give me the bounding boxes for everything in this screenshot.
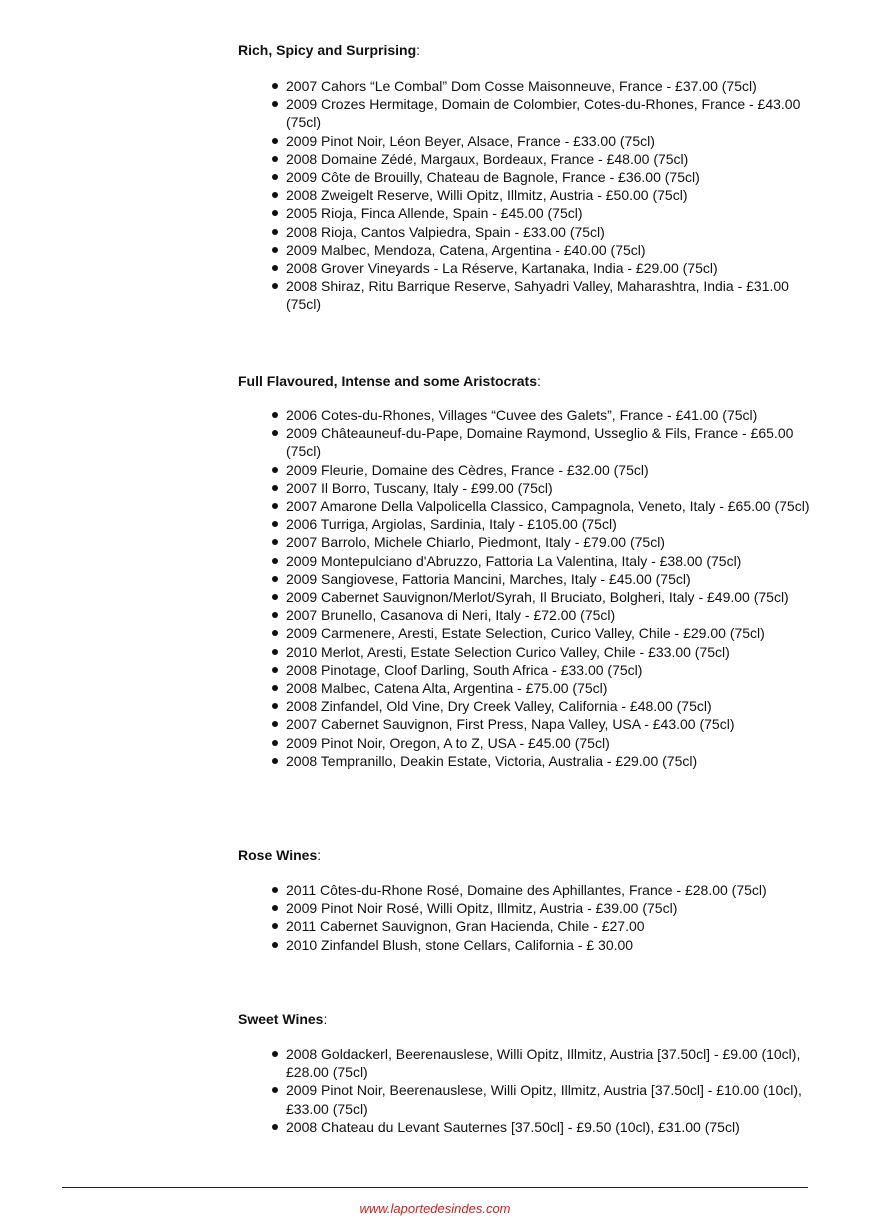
section-heading-rose-wines: Rose Wines:: [238, 847, 322, 863]
bullet-icon: [272, 430, 278, 436]
wine-entry-text: 2008 Rioja, Cantos Valpiedra, Spain - £33.00 (75cl): [286, 223, 605, 240]
bullet-icon: [272, 576, 278, 582]
wine-entry-text: 2009 Malbec, Mendoza, Catena, Argentina - £40.00 (75cl): [286, 241, 646, 258]
wine-entry-text: 2006 Turriga, Argiolas, Sardinia, Italy - £105.00 (75cl): [286, 516, 617, 533]
wine-entry-text: 2007 Cahors “Le Combal” Dom Cosse Maisonneuve, France - £37.00 (75cl): [286, 78, 757, 94]
list-item: [270, 606, 810, 624]
wine-entry-text: 2009 Côte de Brouilly, Chateau de Bagnole, France - £36.00 (75cl): [286, 169, 700, 186]
bullet-icon: [272, 630, 278, 636]
wine-entry-text: 2010 Zinfandel Blush, stone Cellars, California - £ 30.00: [286, 936, 634, 953]
wine-list-sweet-wines: [270, 1045, 810, 1136]
bullet-icon: [272, 83, 278, 89]
bullet-icon: [272, 503, 278, 509]
list-item: [270, 588, 810, 606]
bullet-icon: [272, 558, 278, 564]
list-item: [270, 899, 810, 917]
bullet-icon: [272, 740, 278, 746]
wine-entry-text: 2009 Pinot Noir, Oregon, A to Z, USA - £45.00 (75cl): [286, 734, 610, 751]
wine-entry-text: 2009 Crozes Hermitage, Domain de Colombier, Cotes-du-Rhones, France - £43.00 (75cl): [286, 96, 801, 131]
bullet-icon: [272, 485, 278, 491]
list-item: [270, 150, 810, 168]
bullet-icon: [272, 1051, 278, 1057]
wine-entry-text: 2007 Brunello, Casanova di Neri, Italy - £72.00 (75cl): [286, 607, 616, 624]
list-item: [270, 570, 810, 588]
list-item: [270, 497, 810, 515]
wine-list-full-flavoured: [270, 406, 810, 770]
wine-entry-text: 2008 Pinotage, Cloof Darling, South Africa - £33.00 (75cl): [286, 661, 643, 678]
wine-entry-text: 2009 Montepulciano d'Abruzzo, Fattoria La Valentina, Italy - £38.00 (75cl): [286, 552, 742, 569]
list-item: [270, 223, 810, 241]
wine-entry-text: 2007 Barrolo, Michele Chiarlo, Piedmont, Italy - £79.00 (75cl): [286, 534, 665, 551]
list-item: [270, 917, 810, 935]
wine-entry-text: 2010 Merlot, Aresti, Estate Selection Curico Valley, Chile - £33.00 (75cl): [286, 643, 730, 660]
wine-entry-text: 2009 Pinot Noir Rosé, Willi Opitz, Illmitz, Austria - £39.00 (75cl): [286, 900, 678, 917]
wine-entry-text: 2008 Zinfandel, Old Vine, Dry Creek Valley, California - £48.00 (75cl): [286, 698, 712, 715]
wine-list-rich-spicy: [270, 77, 810, 314]
bullet-icon: [272, 138, 278, 144]
list-item: [270, 277, 810, 313]
list-item: [270, 168, 810, 186]
list-item: [270, 186, 810, 204]
wine-entry-text: 2008 Goldackerl, Beerenauslese, Willi Opitz, Illmitz, Austria [37.50cl] - £9.00 (10cl), £28.00 (75cl): [286, 1046, 801, 1081]
list-item: [270, 624, 810, 642]
footer-divider: [62, 1187, 808, 1188]
list-item: [270, 643, 810, 661]
section-title: Sweet Wines: [238, 1011, 324, 1027]
bullet-icon: [272, 667, 278, 673]
list-item: [270, 715, 810, 733]
bullet-icon: [272, 1087, 278, 1093]
section-heading-full-flavoured: Full Flavoured, Intense and some Aristocrats:: [238, 373, 541, 389]
bullet-icon: [272, 174, 278, 180]
bullet-icon: [272, 1124, 278, 1130]
section-title: Rose Wines: [238, 847, 318, 863]
wine-entry-text: 2011 Cabernet Sauvignon, Gran Hacienda, Chile - £27.00: [286, 918, 645, 935]
bullet-icon: [272, 156, 278, 162]
bullet-icon: [272, 521, 278, 527]
wine-entry-text: 2008 Zweigelt Reserve, Willi Opitz, Illmitz, Austria - £50.00 (75cl): [286, 187, 688, 204]
wine-entry-text: 2009 Pinot Noir, Léon Beyer, Alsace, France - £33.00 (75cl): [286, 132, 655, 149]
list-item: [270, 241, 810, 259]
bullet-icon: [272, 649, 278, 655]
bullet-icon: [272, 612, 278, 618]
list-item: [270, 77, 810, 95]
wine-entry-text: 2009 Pinot Noir, Beerenauslese, Willi Opitz, Illmitz, Austria [37.50cl] - £10.00 (10cl), £33.00 (75cl): [286, 1082, 802, 1117]
list-item: [270, 661, 810, 679]
bullet-icon: [272, 942, 278, 948]
list-item: [270, 132, 810, 150]
wine-entry-text: 2007 Amarone Della Valpolicella Classico, Campagnola, Veneto, Italy - £65.00 (75cl): [286, 498, 810, 515]
list-item: [270, 406, 810, 424]
bullet-icon: [272, 923, 278, 929]
wine-entry-text: 2011 Côtes-du-Rhone Rosé, Domaine des Aphillantes, France - £28.00 (75cl): [286, 882, 767, 898]
wine-entry-text: 2008 Malbec, Catena Alta, Argentina - £75.00 (75cl): [286, 680, 608, 697]
list-item: [270, 204, 810, 222]
bullet-icon: [272, 685, 278, 691]
wine-entry-text: 2008 Chateau du Levant Sauternes [37.50cl] - £9.50 (10cl), £31.00 (75cl): [286, 1118, 740, 1135]
list-item: [270, 752, 810, 770]
bullet-icon: [272, 229, 278, 235]
bullet-icon: [272, 247, 278, 253]
list-item: [270, 95, 810, 131]
section-title: Rich, Spicy and Surprising: [238, 42, 417, 58]
wine-entry-text: 2008 Tempranillo, Deakin Estate, Victoria, Australia - £29.00 (75cl): [286, 752, 698, 769]
wine-entry-text: 2008 Grover Vineyards - La Réserve, Kartanaka, India - £29.00 (75cl): [286, 260, 718, 277]
bullet-icon: [272, 887, 278, 893]
wine-entry-text: 2009 Fleurie, Domaine des Cèdres, France - £32.00 (75cl): [286, 461, 649, 478]
bullet-icon: [272, 210, 278, 216]
bullet-icon: [272, 101, 278, 107]
bullet-icon: [272, 721, 278, 727]
list-item: [270, 552, 810, 570]
list-item: [270, 515, 810, 533]
list-item: [270, 936, 810, 954]
bullet-icon: [272, 192, 278, 198]
list-item: [270, 881, 810, 899]
list-item: [270, 734, 810, 752]
bullet-icon: [272, 905, 278, 911]
bullet-icon: [272, 758, 278, 764]
wine-list-rose-wines: [270, 881, 810, 954]
list-item: [270, 697, 810, 715]
wine-entry-text: 2009 Châteauneuf-du-Pape, Domaine Raymond, Usseglio & Fils, France - £65.00 (75cl): [286, 425, 794, 460]
list-item: [270, 479, 810, 497]
bullet-icon: [272, 412, 278, 418]
list-item: [270, 1045, 810, 1081]
list-item: [270, 259, 810, 277]
wine-entry-text: 2009 Cabernet Sauvignon/Merlot/Syrah, Il Bruciato, Bolgheri, Italy - £49.00 (75cl): [286, 589, 789, 606]
wine-entry-text: 2006 Cotes-du-Rhones, Villages “Cuvee des Galets”, France - £41.00 (75cl): [286, 407, 758, 423]
list-item: [270, 533, 810, 551]
bullet-icon: [272, 265, 278, 271]
section-title: Full Flavoured, Intense and some Aristocrats: [238, 373, 537, 389]
bullet-icon: [272, 539, 278, 545]
list-item: [270, 424, 810, 460]
bullet-icon: [272, 467, 278, 473]
wine-entry-text: 2007 Il Borro, Tuscany, Italy - £99.00 (75cl): [286, 479, 553, 496]
section-heading-rich-spicy: Rich, Spicy and Surprising:: [238, 42, 421, 58]
wine-entry-text: 2009 Sangiovese, Fattoria Mancini, Marches, Italy - £45.00 (75cl): [286, 570, 691, 587]
bullet-icon: [272, 703, 278, 709]
wine-entry-text: 2008 Domaine Zédé, Margaux, Bordeaux, France - £48.00 (75cl): [286, 150, 689, 167]
list-item: [270, 1118, 810, 1136]
wine-entry-text: 2009 Carmenere, Aresti, Estate Selection, Curico Valley, Chile - £29.00 (75cl): [286, 625, 765, 642]
list-item: [270, 679, 810, 697]
wine-entry-text: 2005 Rioja, Finca Allende, Spain - £45.00 (75cl): [286, 205, 583, 222]
wine-entry-text: 2007 Cabernet Sauvignon, First Press, Napa Valley, USA - £43.00 (75cl): [286, 716, 735, 733]
bullet-icon: [272, 283, 278, 289]
list-item: [270, 461, 810, 479]
footer-website-link[interactable]: www.laportedesindes.com: [359, 1201, 511, 1216]
section-heading-sweet-wines: Sweet Wines:: [238, 1011, 328, 1027]
bullet-icon: [272, 594, 278, 600]
wine-entry-text: 2008 Shiraz, Ritu Barrique Reserve, Sahyadri Valley, Maharashtra, India - £31.00 (75cl): [286, 278, 789, 313]
list-item: [270, 1081, 810, 1117]
